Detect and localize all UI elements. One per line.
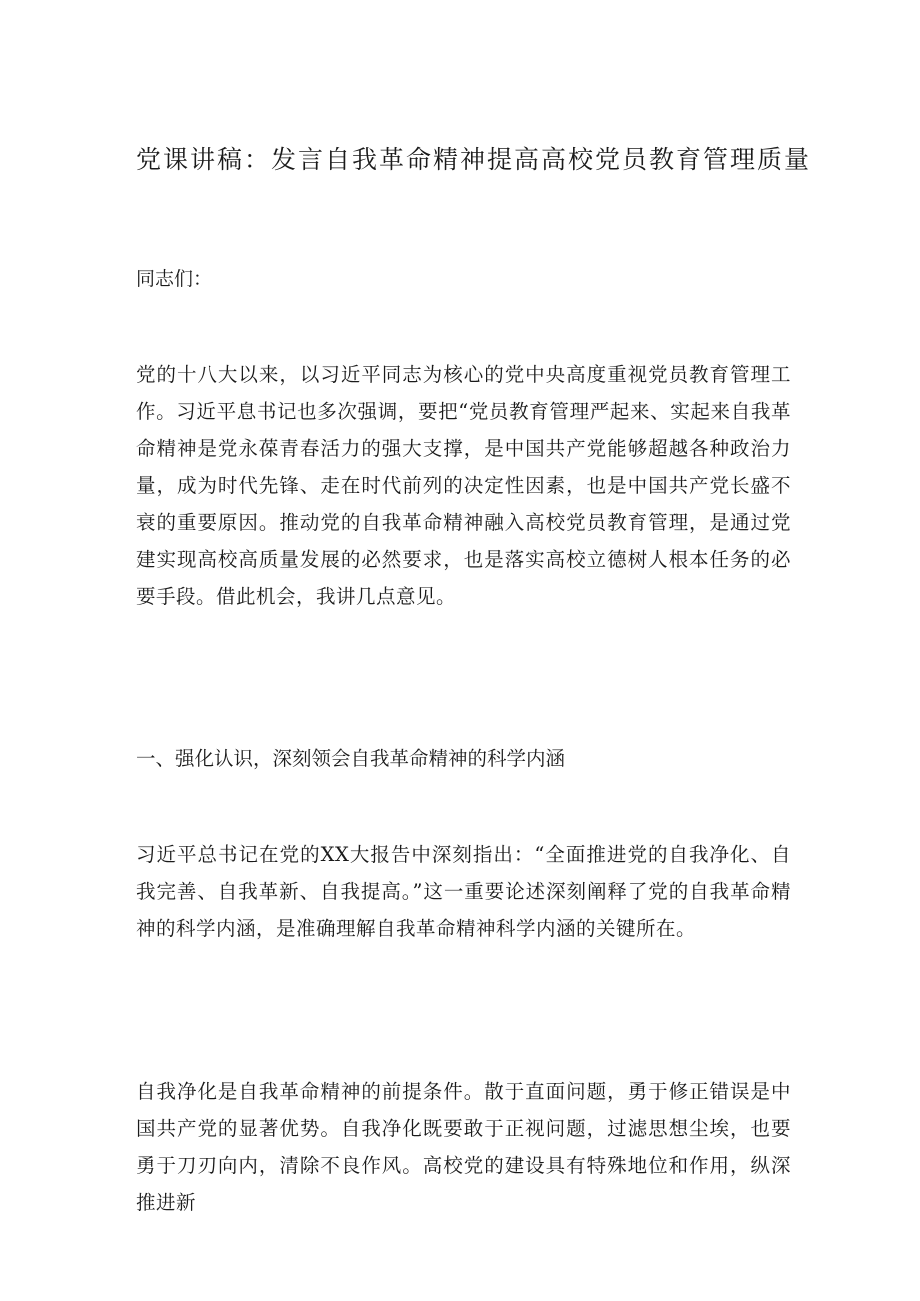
paragraph-self-purification: 自我净化是自我革命精神的前提条件。散于直面问题，勇于修正错误是中国共产党的显著优势。自我净化既要敢于正视问题，过滤思想尘埃，也要勇于刀刃向内，清除不良作风。高校党的建设具有特殊地位和作用，纵深推进新 xyxy=(136,1080,791,1214)
paragraph-intro: 党的十八大以来，以习近平同志为核心的党中央高度重视党员教育管理工作。习近平息书记也多次强调，要把“党员教育管理严起来、实起来自我革命精神是党永葆青春活力的强大支撑，是中国共产党能够超越各种政治力量，成为时代先锋、走在时代前列的决定性因素，也是中国共产党长盛不衰的重要原因。推动党的自我革命精神融入高校党员教育管理，是通过党建实现高校高质量发展的必然要求，也是落实高校立德树人根本任务的必要手段。借此机会，我讲几点意见。 xyxy=(136,363,791,608)
salutation: 同志们： xyxy=(136,268,213,290)
section-heading-1: 一、强化认识，深刻领会自我革命精神的科学内涵 xyxy=(136,747,566,770)
document-title: 党课讲稿：发言自我革命精神提高高校党员教育管理质量 xyxy=(136,145,812,174)
paragraph-quote: 习近平总书记在党的XX大报告中深刻指出：“全面推进党的自我净化、自我完善、自我革新、自我提高。”这一重要论述深刻阐释了党的自我革命精神的科学内涵，是准确理解自我革命精神科学内涵的关键所在。 xyxy=(136,843,791,940)
